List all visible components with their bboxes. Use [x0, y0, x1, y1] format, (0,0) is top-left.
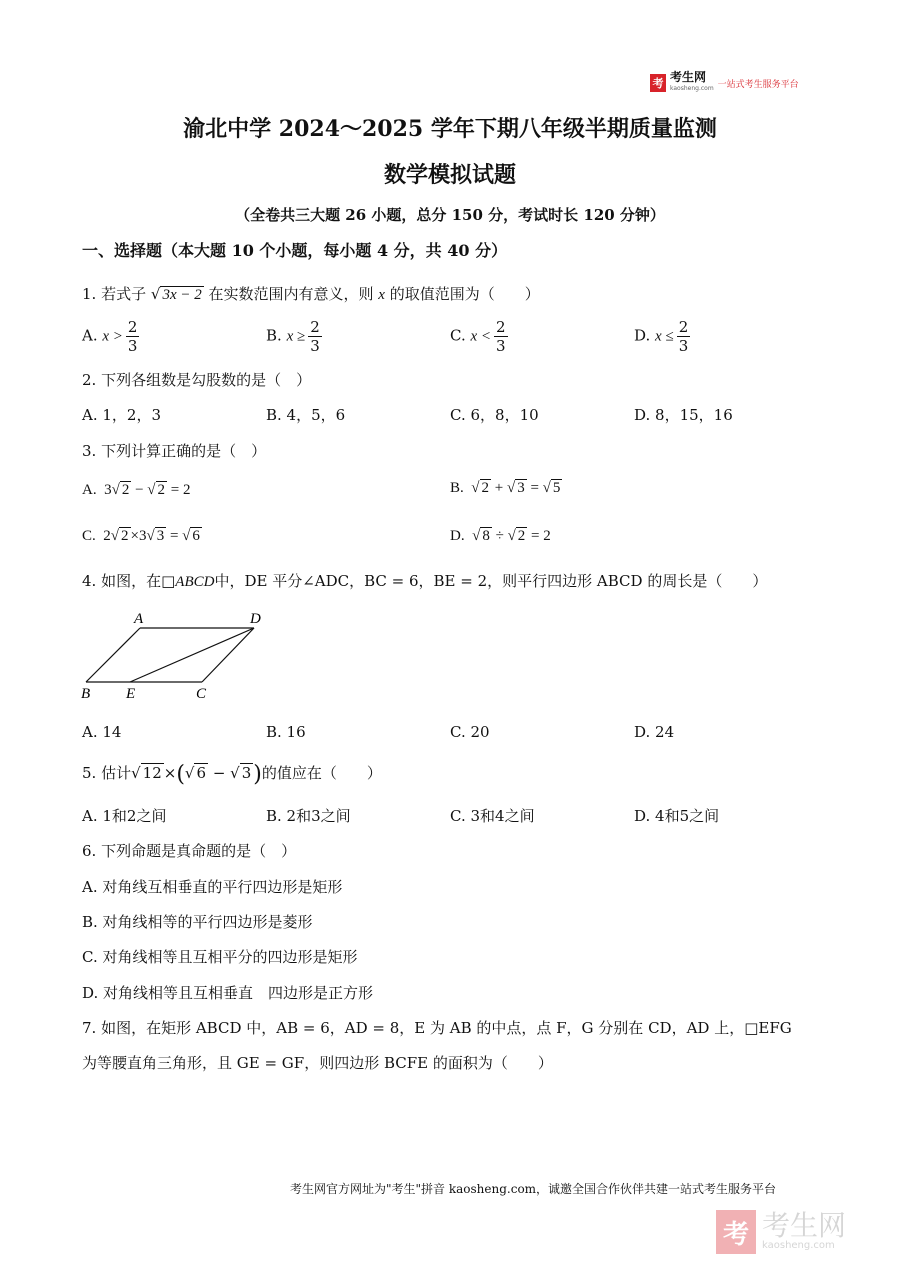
question-5: 5. 估计√ 12 ×(√ 6 − √ 3)的值应在（ ）: [82, 762, 382, 787]
q6-option-b: B. 对角线相等的平行四边形是菱形: [82, 913, 313, 931]
question-7-line1: 7. 如图，在矩形 ABCD 中，AB = 6，AD = 8，E 为 AB 的中点，点 F，G 分别在 CD，AD 上，□EFG: [82, 1019, 792, 1037]
page-subtitle-title: 数学模拟试题: [383, 162, 516, 188]
question-6: 6. 下列命题是真命题的是（ ）: [82, 842, 297, 860]
q2-option-a: A. 1，2，3: [82, 406, 161, 424]
logo-name: 考生网 kaosheng.com: [670, 70, 714, 92]
q6-option-d: D. 对角线相等且互相垂直 四边形是正方形: [82, 984, 374, 1002]
sqrt-symbol: √: [150, 285, 161, 303]
q5-option-c: C. 3和4之间: [450, 807, 535, 825]
exam-info: （全卷共三大题 26 小题，总分 150 分，考试时长 120 分钟）: [235, 206, 665, 224]
section-heading: 一、选择题（本大题 10 个小题，每小题 4 分，共 40 分）: [82, 241, 508, 260]
logo-mark-icon: 考: [650, 74, 666, 92]
question-7-line2: 为等腰直角三角形，且 GE = GF，则四边形 BCFE 的面积为（ ）: [82, 1054, 553, 1072]
q1-option-b: B. x ≥ $\frac{2}{3}$: [266, 318, 320, 355]
edge-dc: [202, 628, 254, 682]
q3-option-b: B. √ 2 + √ 3 = √ 5: [450, 480, 561, 496]
watermark-logo-icon: 考: [716, 1210, 756, 1254]
q6-option-c: C. 对角线相等且互相平分的四边形是矩形: [82, 948, 358, 966]
label-e: E: [126, 686, 136, 702]
question-3: 3. 下列计算正确的是（ ）: [82, 442, 267, 460]
label-c: C: [196, 686, 207, 702]
q4-option-d: D. 24: [634, 723, 675, 741]
watermark: 考 考生网 kaosheng.com: [716, 1210, 846, 1254]
page-title: 渝北中学 2024～2025 学年下期八年级半期质量监测: [183, 116, 717, 142]
q3-option-a: A. 3√ 2 − √ 2 = 2: [82, 482, 191, 498]
label-a: A: [134, 611, 144, 627]
footer-text: 考生网官方网址为"考生"拼音 kaosheng.com，诚邀全国合作伙伴共建一站式考生服务平台: [290, 1182, 777, 1196]
q2-option-b: B. 4，5，6: [266, 406, 346, 424]
q1-option-c: C. x < $\frac{2}{3}$: [450, 318, 506, 355]
q4-option-a: A. 14: [82, 723, 122, 741]
q1-option-a: A. x > $\frac{2}{3}$: [82, 318, 138, 355]
edge-ab: [86, 628, 140, 682]
q4-option-c: C. 20: [450, 723, 490, 741]
question-4: 4. 如图，在□ABCD中，DE 平分∠ADC，BC = 6，BE = 2，则平行四边形 ABCD 的周长是（ ）: [82, 572, 768, 590]
q5-option-d: D. 4和5之间: [634, 807, 720, 825]
label-d: D: [250, 611, 261, 627]
question-2: 2. 下列各组数是勾股数的是（ ）: [82, 371, 312, 389]
q3-option-d: D. √ 8 ÷ √ 2 = 2: [450, 528, 551, 544]
edge-de: [130, 628, 254, 682]
q5-option-b: B. 2和3之间: [266, 807, 351, 825]
q3-option-c: C. 2√ 2 ×3√ 3 = √ 6: [82, 528, 200, 544]
question-1: 1. 若式子 √ 3x − 2 在实数范围内有意义，则 x 的取值范围为（ ）: [82, 285, 540, 303]
q2-option-c: C. 6，8，10: [450, 406, 539, 424]
q1-option-d: D. x ≤ $\frac{2}{3}$: [634, 318, 689, 355]
header-logo: [650, 72, 799, 94]
q4-option-b: B. 16: [266, 723, 306, 741]
logo-slogan: 一站式考生服务平台: [717, 79, 799, 90]
label-b: B: [81, 686, 91, 702]
q6-option-a: A. 对角线互相垂直的平行四边形是矩形: [82, 878, 343, 896]
parallelogram-figure: [78, 606, 278, 706]
q5-option-a: A. 1和2之间: [82, 807, 167, 825]
q2-option-d: D. 8，15，16: [634, 406, 733, 424]
